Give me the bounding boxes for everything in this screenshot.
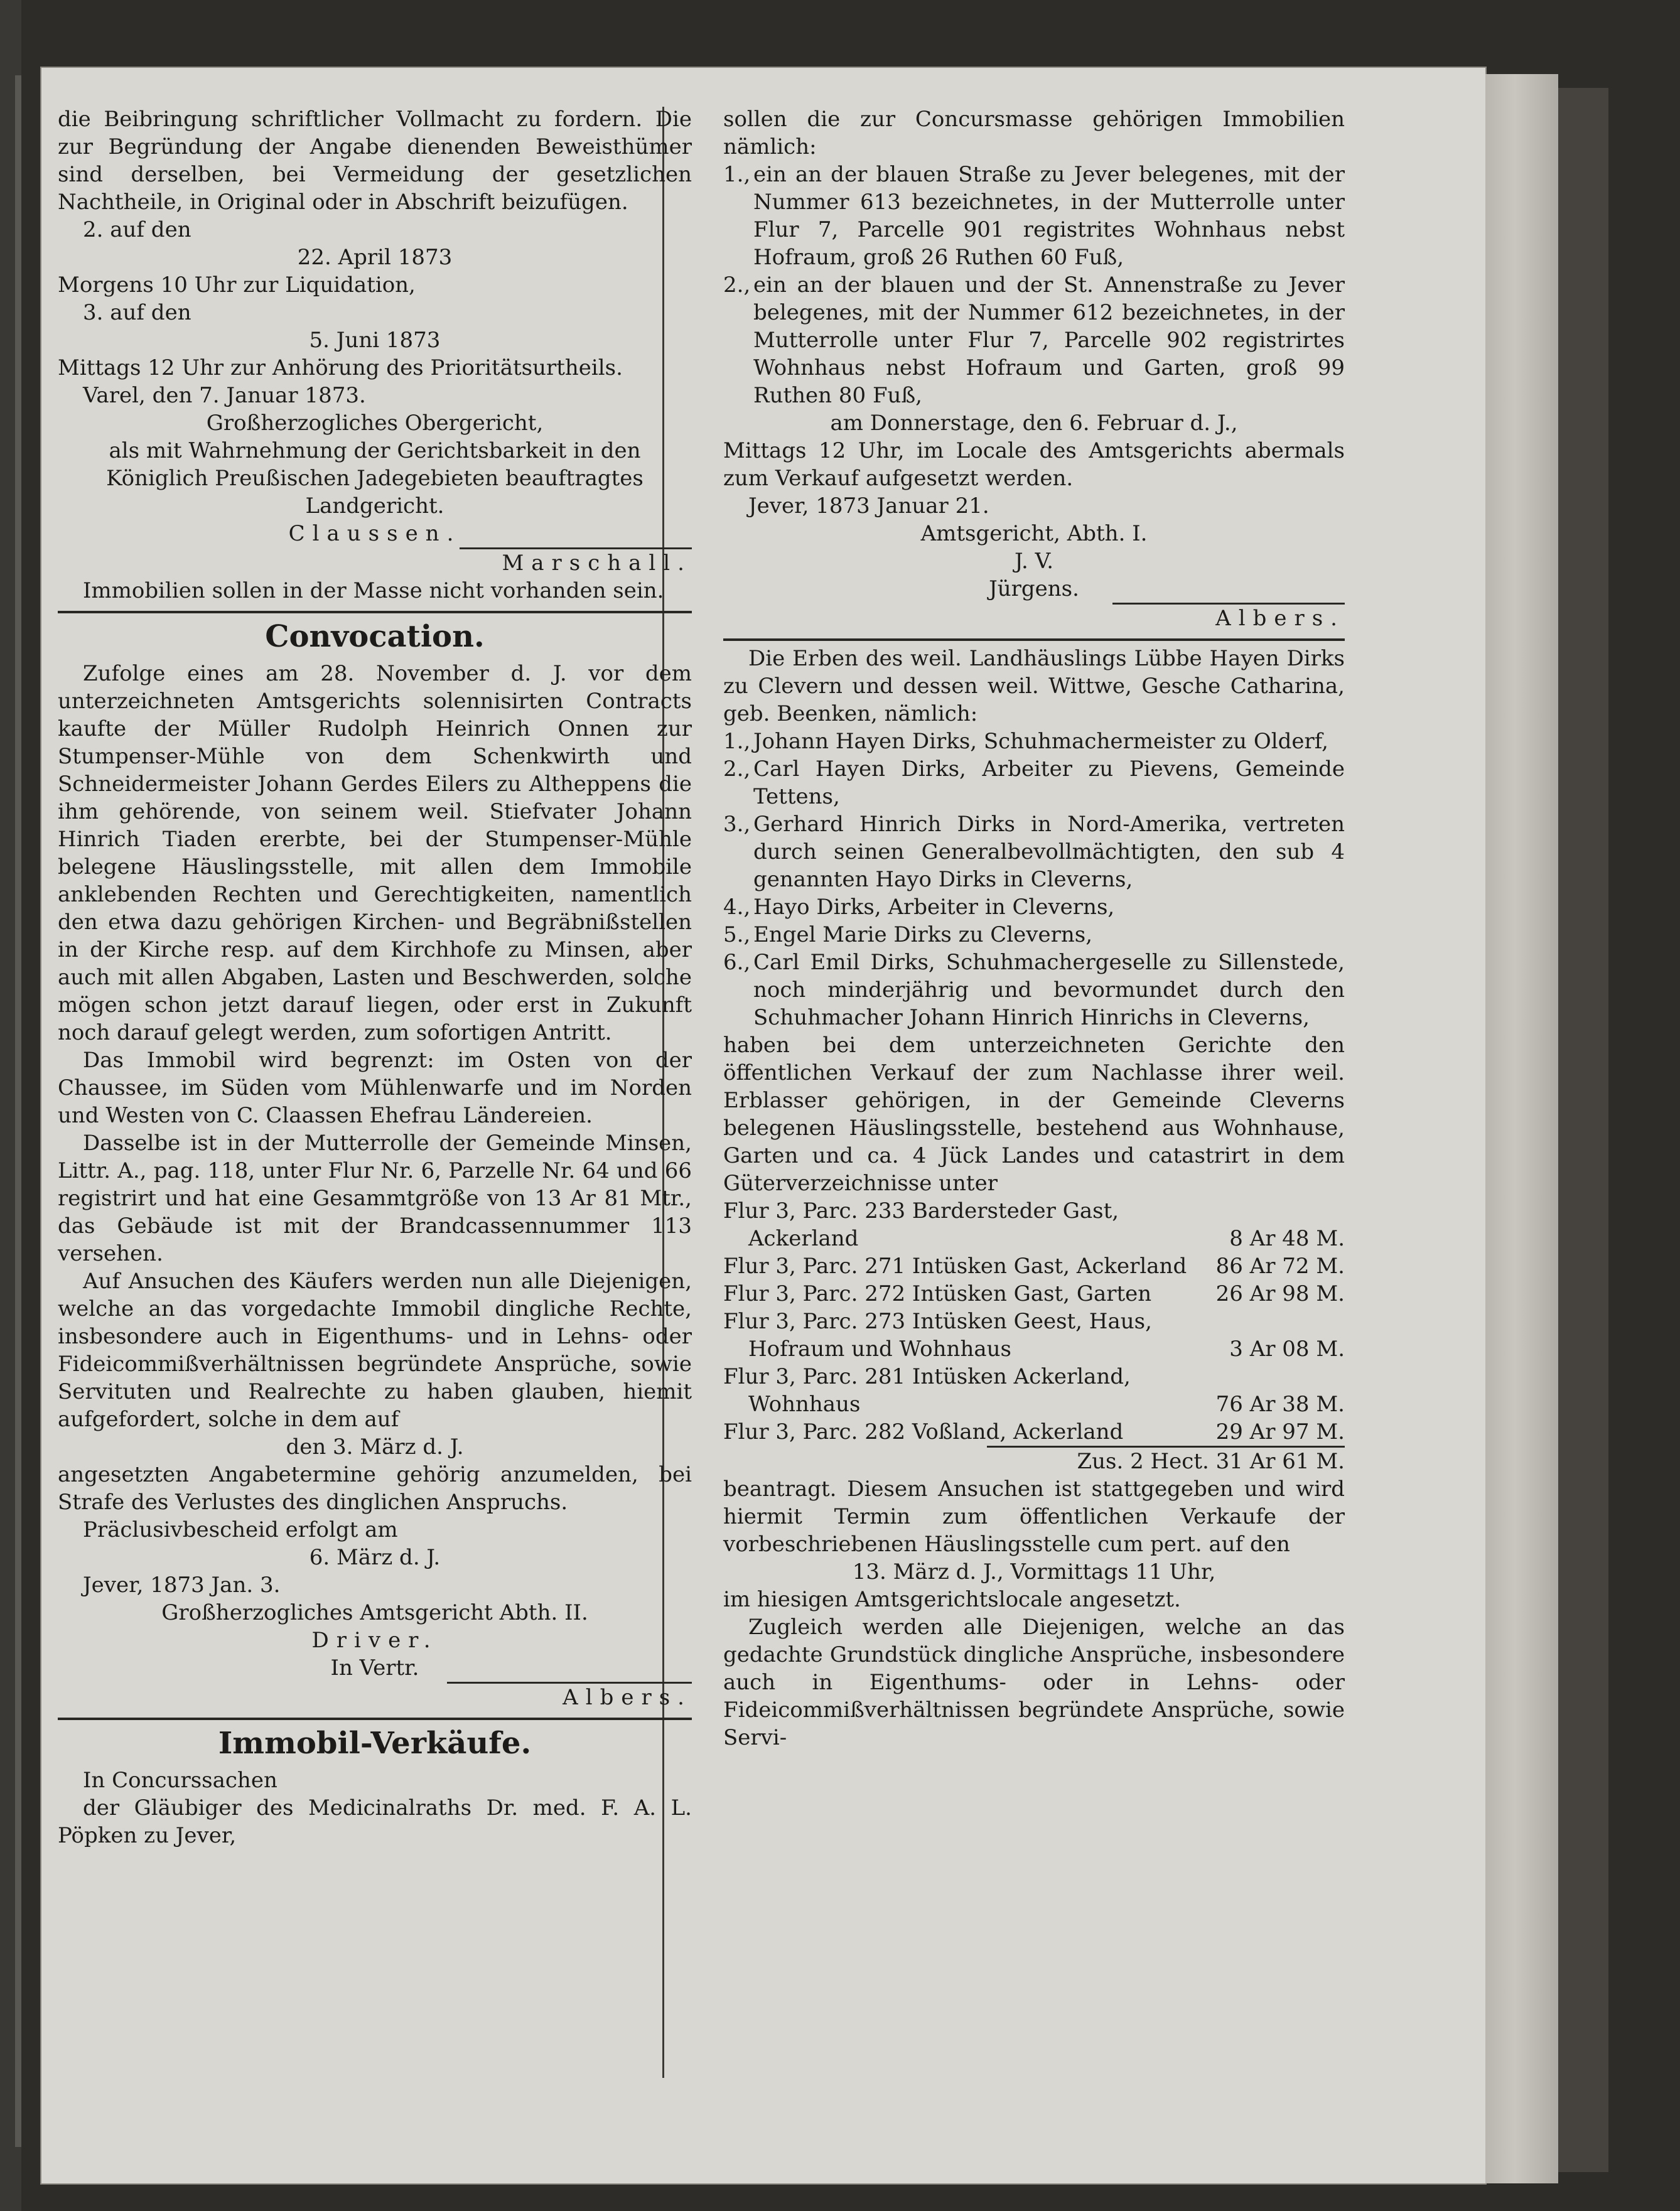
list-text: Engel Marie Dirks zu Cleverns, [753, 922, 1093, 947]
parcel-area: 26 Ar 98 M. [1215, 1281, 1345, 1306]
list-text: Johann Hayen Dirks, Schuhmachermeister zu Olderf, [753, 729, 1328, 754]
list-text: ein an der blauen Straße zu Jever belegenes, mit der Nummer 613 bezeichnetes, in der Mutterrolle unter Flur 7, Parcelle 901 registrites Wohnhaus nebst Hofraum, groß 26 Ruthen 60 Fuß, [753, 162, 1345, 270]
right-column [723, 105, 1345, 1751]
list-item [723, 755, 1345, 810]
section-heading: Immobil-Verkäufe. [218, 1726, 532, 1761]
date-line: am Donnerstage, den 6. Februar d. J., [830, 411, 1238, 436]
paragraph: Das Immobil wird begrenzt: im Osten von der Chaussee, im Süden vom Mühlenwarfe und im Norden und Westen von C. Claassen Ehefrau Ländereien. [58, 1048, 692, 1128]
section-heading: Convocation. [265, 619, 485, 654]
adjacent-page-edge [15, 75, 21, 2147]
parcel-description: Flur 3, Parc. 282 Voßland, Ackerland [723, 1419, 1124, 1444]
signature-note: J. V. [1014, 549, 1054, 574]
left-column [58, 105, 692, 1849]
parcel-row [723, 1280, 1345, 1308]
date-line: 6. März d. J. [309, 1545, 441, 1570]
date-line: 13. März d. J., Vormittags 11 Uhr, [852, 1559, 1216, 1584]
parcel-area: 76 Ar 38 M. [1215, 1392, 1345, 1417]
paragraph: haben bei dem unterzeichneten Gerichte den öffentlichen Verkauf der zum Nachlasse ihrer weil. Erblasser gehörigen, in der Gemeinde Cleverns belegenen Häuslingsstelle, bestehend aus Wohnhause, Garten und ca. 4 Jück Landes und catastrirt in dem Güterverzeichnisse unter [723, 1033, 1345, 1196]
text-line: Präclusivbescheid erfolgt am [83, 1517, 398, 1542]
parcel-description: Flur 3, Parc. 271 Intüsken Gast, Ackerland [723, 1254, 1187, 1279]
signature: Driver. [311, 1628, 438, 1653]
list-number: 4., [723, 895, 751, 920]
text-line: In Concurssachen [83, 1768, 277, 1793]
place-date-line: Jever, 1873 Jan. 3. [83, 1573, 281, 1598]
section-rule [58, 611, 692, 613]
text-block: die Beibringung schriftlicher Vollmacht zu fordern. Die zur Begründung der Angabe dienenden Beweisthümer sind derselben, bei Vermeidung der gesetzlichen Nachtheile, in Original oder in Abschrift beizufügen. [58, 107, 692, 215]
section-rule [723, 638, 1345, 641]
book-cover-edge [1558, 88, 1608, 2172]
paragraph: Die Erben des weil. Landhäuslings Lübbe Hayen Dirks zu Clevern und dessen weil. Wittwe, Gesche Catharina, geb. Beenken, nämlich: [723, 646, 1345, 726]
court-name: Amtsgericht, Abth. I. [920, 521, 1148, 546]
paragraph: Dasselbe ist in der Mutterrolle der Gemeinde Minsen, Littr. A., pag. 118, unter Flur Nr. 6, Parzelle Nr. 64 und 66 registrirt und hat eine Gesammtgröße von 13 Ar 81 Mtr., das Gebäude ist mit der Brandcassennummer 113 versehen. [58, 1131, 692, 1266]
parcel-row [723, 1197, 1345, 1252]
list-number: 1., [723, 162, 751, 187]
signature: Albers. [447, 1682, 692, 1711]
signature-note: In Vertr. [330, 1655, 419, 1681]
parcel-area: 3 Ar 08 M. [1229, 1337, 1345, 1362]
text-line: 2. auf den [83, 217, 191, 242]
signature: Marschall. [460, 547, 692, 577]
court-description: als mit Wahrnehmung der Gerichtsbarkeit in den Königlich Preußischen Jadegebieten beauftragtes Landgericht. [106, 438, 643, 519]
signature: Albers. [1112, 603, 1345, 632]
list-text: Carl Hayen Dirks, Arbeiter zu Pievens, Gemeinde Tettens, [753, 756, 1345, 809]
text-line: Morgens 10 Uhr zur Liquidation, [58, 272, 416, 298]
place-date-line: Jever, 1873 Januar 21. [748, 493, 989, 519]
paragraph: angesetzten Angabetermine gehörig anzumelden, bei Strafe des Verlustes des dinglichen Anspruchs. [58, 1462, 692, 1515]
parcel-area: 29 Ar 97 M. [1215, 1419, 1345, 1444]
text-block: Mittags 12 Uhr zur Anhörung des Prioritätsurtheils. [58, 355, 623, 380]
parcel-total: Zus. 2 Hect. 31 Ar 61 M. [987, 1446, 1345, 1475]
list-number: 5., [723, 922, 751, 947]
court-name: Großherzogliches Obergericht, [206, 411, 544, 436]
paragraph: Zugleich werden alle Diejenigen, welche an das gedachte Grundstück dingliche Ansprüche, insbesondere auch in Eigenthums- oder in Lehns- oder Fideicommißverhältnissen begründete Ansprüche, sowie Servi- [723, 1615, 1345, 1750]
list-item [723, 949, 1345, 1031]
list-item [723, 921, 1345, 949]
list-text: Carl Emil Dirks, Schuhmachergeselle zu Sillenstede, noch minderjährig und bevormundet durch den Schuhmacher Johann Hinrich Hinrichs in Cleverns, [753, 950, 1345, 1030]
list-text: ein an der blauen und der St. Annenstraße zu Jever belegenes, mit der Nummer 612 bezeichnetes, in der Mutterrolle unter Flur 7, Parcelle 902 registrirtes Wohnhaus nebst Hofraum und Garten, groß 99 Ruthen 80 Fuß, [753, 272, 1345, 408]
court-name: Großherzogliches Amtsgericht Abth. II. [161, 1600, 588, 1625]
signature: Claussen. [288, 521, 461, 546]
list-item [723, 810, 1345, 893]
text-block: Immobilien sollen in der Masse nicht vorhanden sein. [83, 578, 664, 603]
text-line: im hiesigen Amtsgerichtslocale angesetzt. [723, 1587, 1181, 1612]
parcel-row [723, 1363, 1345, 1418]
list-number: 2., [723, 756, 751, 782]
parcel-row [723, 1308, 1345, 1363]
parcel-row [723, 1418, 1345, 1446]
paragraph: Zufolge eines am 28. November d. J. vor dem unterzeichneten Amtsgerichts solennisirten Contracts kaufte der Müller Rudolph Heinrich Onnen zur Stumpenser-Mühle von dem Schenkwirth und Schneidermeister Johann Gerdes Eilers zu Altheppens die ihm gehörende, von seinem weil. Stiefvater Johann Hinrich Tiaden ererbte, bei der Stumpenser-Mühle belegene Häuslingsstelle, mit allen dem Immobile anklebenden Rechten und Gerechtigkeiten, namentlich den etwa dazu gehörigen Kirchen- und Begräbnißstellen in der Kirche resp. auf dem Kirchhofe zu Minsen, aber auch mit allen Abgaben, Lasten und Beschwerden, solche mögen schon jetzt darauf liegen, oder erst in Zukunft noch darauf gelegt werden, zum sofortigen Antritt. [58, 661, 692, 1045]
section-rule [58, 1718, 692, 1720]
text-block: sollen die zur Concursmasse gehörigen Immobilien nämlich: [723, 107, 1345, 159]
date-line: 5. Juni 1873 [309, 328, 441, 353]
list-text: Gerhard Hinrich Dirks in Nord-Amerika, vertreten durch seinen Generalbevollmächtigten, den sub 4 genannten Hayo Dirks in Cleverns, [753, 812, 1345, 892]
adjacent-page-strip [0, 0, 21, 2211]
text-block: Mittags 12 Uhr, im Locale des Amtsgerichts abermals zum Verkauf aufgesetzt werden. [723, 438, 1345, 491]
list-item [723, 271, 1345, 409]
parcel-description: Flur 3, Parc. 272 Intüsken Gast, Garten [723, 1281, 1152, 1306]
parcel-description: Flur 3, Parc. 281 Intüsken Ackerland, Wohnhaus [723, 1364, 1131, 1417]
paragraph: beantragt. Diesem Ansuchen ist stattgegeben und wird hiermit Termin zum öffentlichen Verkaufe der vorbeschriebenen Häuslingsstelle cum pert. auf den [723, 1477, 1345, 1557]
parcel-area: 86 Ar 72 M. [1215, 1254, 1345, 1279]
paragraph: Auf Ansuchen des Käufers werden nun alle Diejenigen, welche an das vorgedachte Immobil dingliche Rechte, insbesondere auch in Eigenthums- und in Lehns- oder Fideicommißverhältnissen begründete Ansprüche, sowie Servituten und Realrechte zu haben glauben, hiemit aufgefordert, solche in dem auf [58, 1269, 692, 1432]
signature: Jürgens. [989, 576, 1079, 601]
list-number: 2., [723, 272, 751, 298]
date-line: 22. April 1873 [297, 245, 453, 270]
place-date-line: Varel, den 7. Januar 1873. [83, 383, 366, 408]
date-line: den 3. März d. J. [286, 1434, 464, 1460]
parcel-description: Flur 3, Parc. 233 Bardersteder Gast, Ackerland [723, 1198, 1119, 1251]
book-fore-edge [1485, 74, 1558, 2183]
parcel-description: Flur 3, Parc. 273 Intüsken Geest, Haus, Hofraum und Wohnhaus [723, 1309, 1152, 1362]
list-item [723, 728, 1345, 755]
parcel-area: 8 Ar 48 M. [1229, 1226, 1345, 1251]
list-item [723, 893, 1345, 921]
list-number: 1., [723, 729, 751, 754]
text-line: 3. auf den [83, 300, 191, 325]
list-number: 3., [723, 812, 751, 837]
text-block: der Gläubiger des Medicinalraths Dr. med. F. A. L. Pöpken zu Jever, [58, 1795, 692, 1848]
parcel-row [723, 1252, 1345, 1280]
list-item [723, 161, 1345, 271]
list-text: Hayo Dirks, Arbeiter in Cleverns, [753, 895, 1115, 920]
list-number: 6., [723, 950, 751, 975]
